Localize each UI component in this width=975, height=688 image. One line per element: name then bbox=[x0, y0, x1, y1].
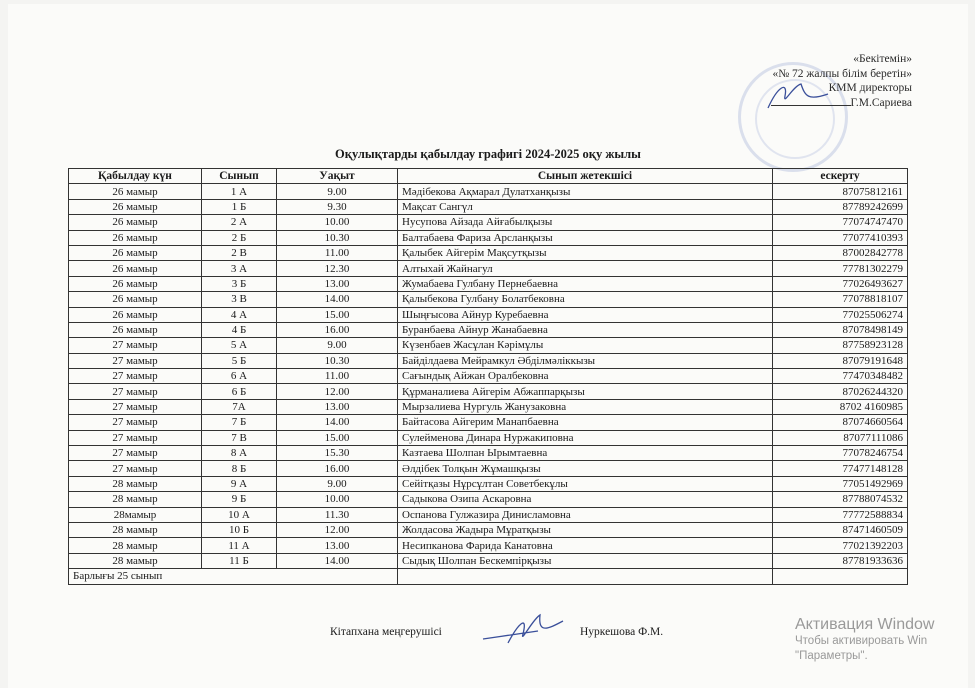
phone-cell: 87074660564 bbox=[773, 415, 908, 430]
class-cell: 7 Б bbox=[202, 415, 277, 430]
time-cell: 16.00 bbox=[277, 322, 398, 337]
class-cell: 3 В bbox=[202, 292, 277, 307]
total-row bbox=[69, 569, 908, 584]
class-cell: 6 Б bbox=[202, 384, 277, 399]
phone-cell: 87758923128 bbox=[773, 338, 908, 353]
date-cell: 26 мамыр bbox=[69, 276, 202, 291]
teacher-cell: Қалыбекова Гулбану Болатбековна bbox=[398, 292, 773, 307]
time-cell: 15.00 bbox=[277, 430, 398, 445]
phone-cell: 77477148128 bbox=[773, 461, 908, 476]
teacher-cell: Сыдық Шолпан Бескемпірқызы bbox=[398, 553, 773, 568]
phone-cell: 87026244320 bbox=[773, 384, 908, 399]
class-cell: 2 Б bbox=[202, 230, 277, 245]
class-cell: 3 Б bbox=[202, 276, 277, 291]
date-cell: 26 мамыр bbox=[69, 261, 202, 276]
table-row bbox=[69, 507, 908, 522]
table-row bbox=[69, 245, 908, 260]
time-cell: 11.00 bbox=[277, 369, 398, 384]
header-teacher: Сынып жетекшісі bbox=[398, 169, 773, 184]
time-cell: 15.30 bbox=[277, 446, 398, 461]
time-cell: 12.00 bbox=[277, 384, 398, 399]
phone-cell: 87471460509 bbox=[773, 522, 908, 537]
teacher-cell: Мырзалиева Нургуль Жанузаковна bbox=[398, 399, 773, 414]
time-cell: 10.00 bbox=[277, 492, 398, 507]
watermark-text: "Параметры". bbox=[795, 650, 868, 662]
teacher-cell: Шыңғысова Айнур Куребаевна bbox=[398, 307, 773, 322]
director-name: Г.М.Сариева bbox=[771, 96, 913, 111]
class-cell: 2 А bbox=[202, 215, 277, 230]
phone-cell: 87788074532 bbox=[773, 492, 908, 507]
teacher-cell: Казтаева Шолпан Ырымтаевна bbox=[398, 446, 773, 461]
document-title: Оқулықтарды қабылдау графигі 2024-2025 оқу жылы bbox=[335, 147, 641, 161]
class-cell: 5 А bbox=[202, 338, 277, 353]
table-row bbox=[69, 538, 908, 553]
class-cell: 7А bbox=[202, 399, 277, 414]
time-cell: 10.30 bbox=[277, 353, 398, 368]
phone-cell: 77470348482 bbox=[773, 369, 908, 384]
header-class: Сынып bbox=[202, 169, 277, 184]
time-cell: 16.00 bbox=[277, 461, 398, 476]
time-cell: 14.00 bbox=[277, 415, 398, 430]
time-cell: 14.00 bbox=[277, 292, 398, 307]
date-cell: 27 мамыр bbox=[69, 353, 202, 368]
class-cell: 9 А bbox=[202, 476, 277, 491]
librarian-position: Кітапхана меңгерушісі bbox=[330, 626, 442, 638]
teacher-cell: Әлдібек Толқын Жұмашқызы bbox=[398, 461, 773, 476]
teacher-cell: Несипканова Фарида Канатовна bbox=[398, 538, 773, 553]
teacher-cell: Алтыхай Жайнагул bbox=[398, 261, 773, 276]
class-cell: 1 Б bbox=[202, 199, 277, 214]
date-cell: 27 мамыр bbox=[69, 430, 202, 445]
time-cell: 9.00 bbox=[277, 476, 398, 491]
time-cell: 11.00 bbox=[277, 245, 398, 260]
phone-cell: 77077410393 bbox=[773, 230, 908, 245]
teacher-cell: Садыкова Озипа Аскаровна bbox=[398, 492, 773, 507]
total-label: Барлығы 25 сынып bbox=[69, 569, 398, 584]
teacher-cell: Сейітқазы Нұрсұлтан Советбекұлы bbox=[398, 476, 773, 491]
table-row bbox=[69, 338, 908, 353]
class-cell: 8 Б bbox=[202, 461, 277, 476]
time-cell: 11.30 bbox=[277, 507, 398, 522]
phone-cell: 77051492969 bbox=[773, 476, 908, 491]
total-empty-cell bbox=[773, 569, 908, 584]
teacher-cell: Құрманалиева Айгерім Абжаппарқызы bbox=[398, 384, 773, 399]
table-row bbox=[69, 322, 908, 337]
table-row bbox=[69, 492, 908, 507]
phone-cell: 77074747470 bbox=[773, 215, 908, 230]
date-cell: 27 мамыр bbox=[69, 369, 202, 384]
teacher-cell: Байділдаева Мейрамкул Әбділмәліккызы bbox=[398, 353, 773, 368]
librarian-signature bbox=[478, 609, 568, 649]
date-cell: 28 мамыр bbox=[69, 492, 202, 507]
approval-block bbox=[771, 52, 913, 110]
phone-cell: 87077111086 bbox=[773, 430, 908, 445]
time-cell: 14.00 bbox=[277, 553, 398, 568]
phone-cell: 77025506274 bbox=[773, 307, 908, 322]
time-cell: 9.30 bbox=[277, 199, 398, 214]
table-row bbox=[69, 446, 908, 461]
class-cell: 1 А bbox=[202, 184, 277, 199]
phone-cell: 77078246754 bbox=[773, 446, 908, 461]
time-cell: 15.00 bbox=[277, 307, 398, 322]
teacher-cell: Мәдібекова Ақмарал Дулатханқызы bbox=[398, 184, 773, 199]
class-cell: 4 А bbox=[202, 307, 277, 322]
time-cell: 10.00 bbox=[277, 215, 398, 230]
time-cell: 9.00 bbox=[277, 338, 398, 353]
time-cell: 13.00 bbox=[277, 399, 398, 414]
phone-cell: 87079191648 bbox=[773, 353, 908, 368]
approval-line: КММ директоры bbox=[828, 82, 912, 94]
teacher-cell: Сағындық Айжан Оралбековна bbox=[398, 369, 773, 384]
class-cell: 2 В bbox=[202, 245, 277, 260]
watermark-text: Чтобы активировать Win bbox=[795, 635, 928, 647]
table-row bbox=[69, 384, 908, 399]
time-cell: 10.30 bbox=[277, 230, 398, 245]
time-cell: 13.00 bbox=[277, 276, 398, 291]
teacher-cell: Буранбаева Айнур Жанабаевна bbox=[398, 322, 773, 337]
table-row bbox=[69, 353, 908, 368]
table-row bbox=[69, 415, 908, 430]
date-cell: 26 мамыр bbox=[69, 215, 202, 230]
date-cell: 27 мамыр bbox=[69, 338, 202, 353]
windows-activation-watermark bbox=[795, 616, 934, 664]
class-cell: 9 Б bbox=[202, 492, 277, 507]
table-row bbox=[69, 476, 908, 491]
teacher-cell: Байтасова Айгерим Манапбаевна bbox=[398, 415, 773, 430]
table-row bbox=[69, 261, 908, 276]
date-cell: 27 мамыр bbox=[69, 399, 202, 414]
table-row bbox=[69, 307, 908, 322]
total-empty-cell bbox=[398, 569, 773, 584]
date-cell: 28 мамыр bbox=[69, 476, 202, 491]
approval-line: «Бекітемін» bbox=[853, 53, 912, 65]
phone-cell: 87789242699 bbox=[773, 199, 908, 214]
teacher-cell: Жумабаева Гулбану Пернебаевна bbox=[398, 276, 773, 291]
teacher-cell: Жолдасова Жадыра Мұратқызы bbox=[398, 522, 773, 537]
header-time: Уақыт bbox=[277, 169, 398, 184]
table-row bbox=[69, 430, 908, 445]
teacher-cell: Нусупова Айзада Айғабылқызы bbox=[398, 215, 773, 230]
date-cell: 28 мамыр bbox=[69, 553, 202, 568]
phone-cell: 8702 4160985 bbox=[773, 399, 908, 414]
table-row bbox=[69, 461, 908, 476]
header-note: ескерту bbox=[773, 169, 908, 184]
class-cell: 10 Б bbox=[202, 522, 277, 537]
class-cell: 11 А bbox=[202, 538, 277, 553]
teacher-cell: Күзенбаев Жасұлан Кәрімұлы bbox=[398, 338, 773, 353]
schedule-table bbox=[68, 168, 908, 585]
phone-cell: 77026493627 bbox=[773, 276, 908, 291]
date-cell: 27 мамыр bbox=[69, 384, 202, 399]
time-cell: 13.00 bbox=[277, 538, 398, 553]
phone-cell: 77781302279 bbox=[773, 261, 908, 276]
date-cell: 26 мамыр bbox=[69, 322, 202, 337]
phone-cell: 87781933636 bbox=[773, 553, 908, 568]
date-cell: 27 мамыр bbox=[69, 446, 202, 461]
date-cell: 28 мамыр bbox=[69, 538, 202, 553]
table-row bbox=[69, 184, 908, 199]
class-cell: 3 А bbox=[202, 261, 277, 276]
class-cell: 10 А bbox=[202, 507, 277, 522]
table-row bbox=[69, 230, 908, 245]
teacher-cell: Сулейменова Динара Нуржакиповна bbox=[398, 430, 773, 445]
header-date: Қабылдау күн bbox=[69, 169, 202, 184]
date-cell: 26 мамыр bbox=[69, 292, 202, 307]
date-cell: 28 мамыр bbox=[69, 522, 202, 537]
phone-cell: 87002842778 bbox=[773, 245, 908, 260]
class-cell: 4 Б bbox=[202, 322, 277, 337]
table-row bbox=[69, 292, 908, 307]
table-row bbox=[69, 399, 908, 414]
librarian-name: Нуркешова Ф.М. bbox=[580, 626, 664, 638]
phone-cell: 77772588834 bbox=[773, 507, 908, 522]
date-cell: 28мамыр bbox=[69, 507, 202, 522]
table-header-row bbox=[69, 169, 908, 184]
time-cell: 9.00 bbox=[277, 184, 398, 199]
class-cell: 7 В bbox=[202, 430, 277, 445]
phone-cell: 77021392203 bbox=[773, 538, 908, 553]
date-cell: 26 мамыр bbox=[69, 245, 202, 260]
table-row bbox=[69, 553, 908, 568]
date-cell: 26 мамыр bbox=[69, 307, 202, 322]
teacher-cell: Балтабаева Фариза Арсланқызы bbox=[398, 230, 773, 245]
approval-line: «№ 72 жалпы білім беретін» bbox=[772, 67, 912, 80]
phone-cell: 87078498149 bbox=[773, 322, 908, 337]
table-row bbox=[69, 369, 908, 384]
class-cell: 8 А bbox=[202, 446, 277, 461]
class-cell: 11 Б bbox=[202, 553, 277, 568]
time-cell: 12.00 bbox=[277, 522, 398, 537]
table-row bbox=[69, 199, 908, 214]
document-page bbox=[8, 4, 968, 688]
teacher-cell: Қалыбек Айгерім Мақсутқызы bbox=[398, 245, 773, 260]
class-cell: 6 А bbox=[202, 369, 277, 384]
date-cell: 26 мамыр bbox=[69, 184, 202, 199]
table-row bbox=[69, 215, 908, 230]
time-cell: 12.30 bbox=[277, 261, 398, 276]
date-cell: 26 мамыр bbox=[69, 199, 202, 214]
date-cell: 27 мамыр bbox=[69, 415, 202, 430]
teacher-cell: Мақсат Сангүл bbox=[398, 199, 773, 214]
date-cell: 26 мамыр bbox=[69, 230, 202, 245]
class-cell: 5 Б bbox=[202, 353, 277, 368]
phone-cell: 77078818107 bbox=[773, 292, 908, 307]
table-row bbox=[69, 276, 908, 291]
table-row bbox=[69, 522, 908, 537]
phone-cell: 87075812161 bbox=[773, 184, 908, 199]
watermark-title: Активация Window bbox=[795, 616, 935, 633]
date-cell: 27 мамыр bbox=[69, 461, 202, 476]
teacher-cell: Оспанова Гулжазира Динисламовна bbox=[398, 507, 773, 522]
